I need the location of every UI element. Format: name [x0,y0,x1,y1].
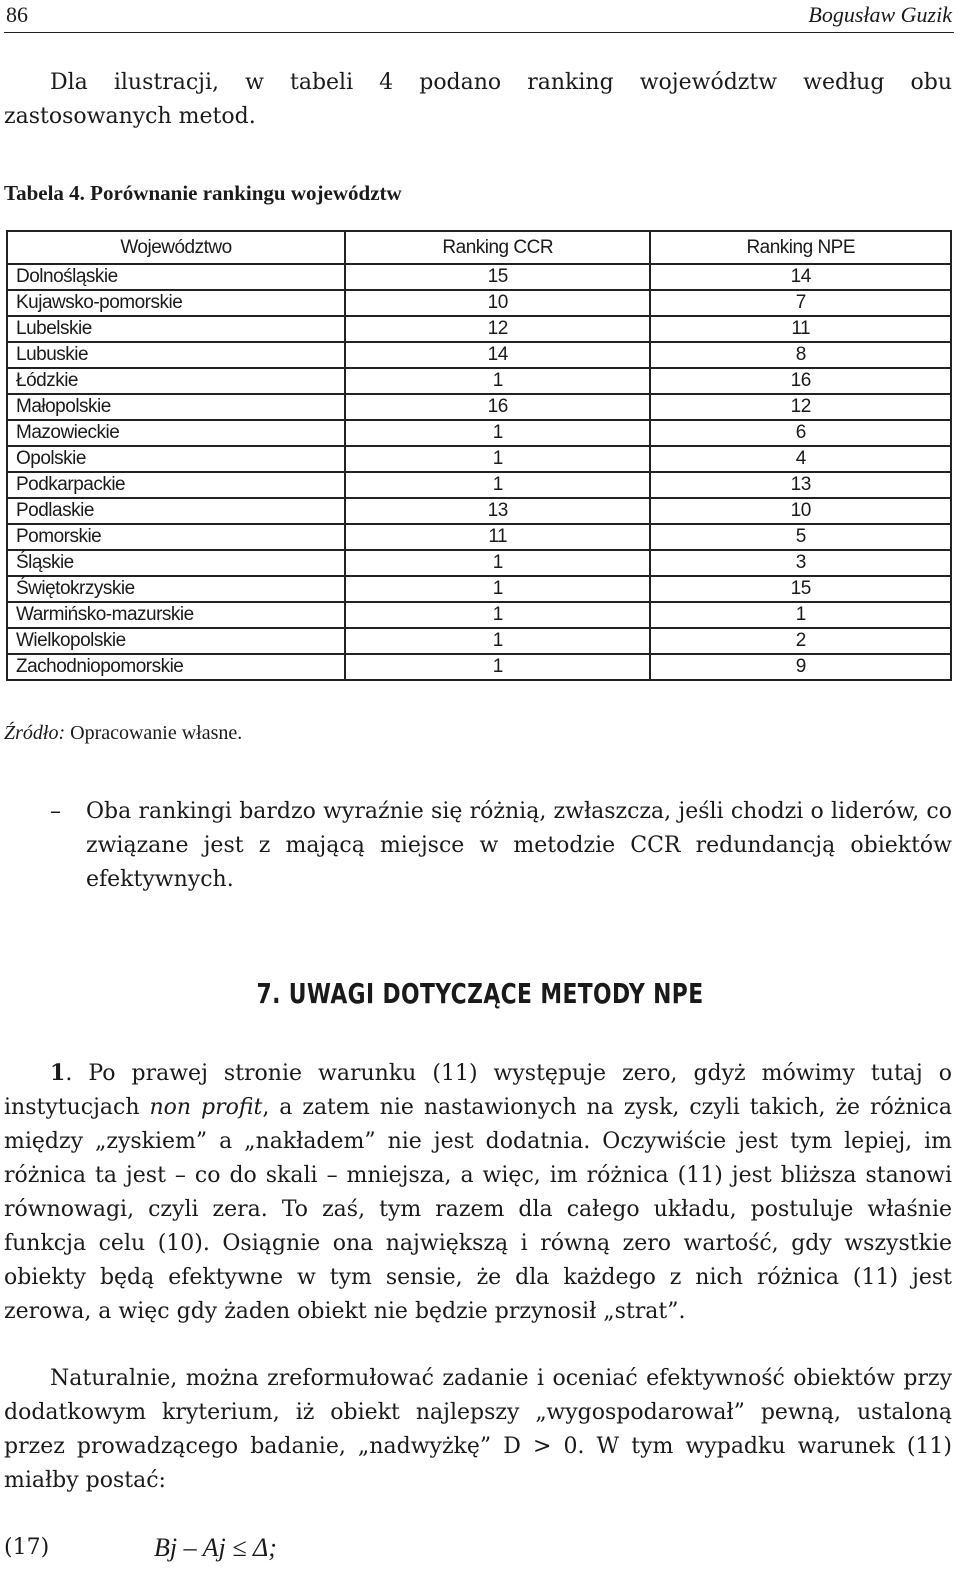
formula-number: (17) [4,1535,50,1560]
source-label: Źródło: [4,722,66,744]
paragraph-1-text-a: . Po prawej stronie warunku (11) występuje zero, gdyż mówimy tutaj o instytucjach [4,1061,952,1120]
source-text: Opracowanie własne. [65,722,243,744]
column-header: Ranking NPE [650,231,951,264]
table-row [7,342,951,368]
npe-rank-cell: 5 [650,524,951,550]
table-row [7,602,951,628]
ccr-rank-cell: 14 [345,342,650,368]
npe-rank-cell: 12 [650,394,951,420]
intro-paragraph: Dla ilustracji, w tabeli 4 podano ranking województw według obu zastosowanych metod. [4,70,952,129]
table-row [7,290,951,316]
table-row [7,524,951,550]
voivodeship-cell: Śląskie [7,550,345,576]
table-header-row [7,231,951,264]
ccr-rank-cell: 1 [345,368,650,394]
ccr-rank-cell: 1 [345,654,650,680]
table-source [4,722,242,745]
paragraph-1-text-b: , a zatem nie nastawionych na zysk, czyli takich, że różnica między „zyskiem” a „nakładem” nie jest dodatnia. Oczywiście jest tym lepiej, im różnica ta jest – co do skali – mniejsza, a więc, im różnica (11) jest bliższa stanowi równowagi, czyli zera. To zaś, tym razem dla całego układu, postuluje właśnie funkcja celu (10). Osiągnie ona największą i równą zero wartość, gdy wszystkie obiekty będą efektywne w tym sensie, że dla każdego z nich różnica (11) jest zerowa, a więc gdy żaden obiekt nie będzie przynosił „strat”. [4,1095,952,1324]
npe-rank-cell: 13 [650,472,951,498]
voivodeship-cell: Warmińsko-mazurskie [7,602,345,628]
paragraph-2: Naturalnie, można zreformułować zadanie i oceniać efektywność obiektów przy dodatkowym kryterium, iż obiekt najlepszy „wygospodarował” pewną, ustaloną przez prowadzącego badanie, „nadwyżkę” D > 0. W tym wypadku warunek (11) miałby postać: [4,1366,952,1493]
bullet-paragraph: Oba rankingi bardzo wyraźnie się różnią, zwłaszcza, jeśli chodzi o liderów, co związane jest z mającą miejsce w metodzie CCR redundancją obiektów efektywnych. [86,799,952,892]
ccr-rank-cell: 16 [345,394,650,420]
voivodeship-cell: Kujawsko-pomorskie [7,290,345,316]
npe-rank-cell: 15 [650,576,951,602]
ccr-rank-cell: 1 [345,550,650,576]
paragraph-number: 1 [50,1060,66,1086]
page-header [4,0,954,33]
npe-rank-cell: 14 [650,264,951,290]
table-row [7,550,951,576]
column-header: Województwo [7,231,345,264]
npe-rank-cell: 1 [650,602,951,628]
ccr-rank-cell: 1 [345,446,650,472]
table-row [7,264,951,290]
table-row [7,420,951,446]
ccr-rank-cell: 10 [345,290,650,316]
table-body [7,264,951,680]
npe-rank-cell: 3 [650,550,951,576]
ccr-rank-cell: 1 [345,420,650,446]
npe-rank-cell: 11 [650,316,951,342]
page-number: 86 [6,2,28,27]
ccr-rank-cell: 12 [345,316,650,342]
npe-rank-cell: 4 [650,446,951,472]
npe-rank-cell: 10 [650,498,951,524]
voivodeship-cell: Mazowieckie [7,420,345,446]
column-header: Ranking CCR [345,231,650,264]
ccr-rank-cell: 13 [345,498,650,524]
section-heading: 7. UWAGI DOTYCZĄCE METODY NPE [256,977,704,1010]
table-row [7,472,951,498]
table-row [7,654,951,680]
voivodeship-cell: Lubuskie [7,342,345,368]
npe-rank-cell: 6 [650,420,951,446]
paragraph-1-italic: non profit [149,1095,263,1120]
npe-rank-cell: 7 [650,290,951,316]
table-row [7,576,951,602]
table-caption: Tabela 4. Porównanie rankingu województw [4,181,402,205]
table-row [7,368,951,394]
npe-rank-cell: 2 [650,628,951,654]
formula-expression: Bj – Aj ≤ Δ; [154,1533,277,1562]
table-row [7,394,951,420]
voivodeship-cell: Pomorskie [7,524,345,550]
ccr-rank-cell: 1 [345,628,650,654]
running-head-author: Bogusław Guzik [808,2,952,27]
bullet-dash: – [50,799,61,824]
ccr-rank-cell: 1 [345,602,650,628]
table-row [7,446,951,472]
voivodeship-cell: Dolnośląskie [7,264,345,290]
npe-rank-cell: 9 [650,654,951,680]
ranking-table [6,230,952,681]
npe-rank-cell: 8 [650,342,951,368]
voivodeship-cell: Podkarpackie [7,472,345,498]
ccr-rank-cell: 1 [345,576,650,602]
ccr-rank-cell: 1 [345,472,650,498]
ccr-rank-cell: 11 [345,524,650,550]
table-row [7,316,951,342]
voivodeship-cell: Łódzkie [7,368,345,394]
voivodeship-cell: Małopolskie [7,394,345,420]
paragraph-1 [4,1056,952,1329]
table-row [7,628,951,654]
voivodeship-cell: Zachodniopomorskie [7,654,345,680]
table-row [7,498,951,524]
voivodeship-cell: Lubelskie [7,316,345,342]
voivodeship-cell: Świętokrzyskie [7,576,345,602]
voivodeship-cell: Opolskie [7,446,345,472]
voivodeship-cell: Podlaskie [7,498,345,524]
voivodeship-cell: Wielkopolskie [7,628,345,654]
ccr-rank-cell: 15 [345,264,650,290]
npe-rank-cell: 16 [650,368,951,394]
